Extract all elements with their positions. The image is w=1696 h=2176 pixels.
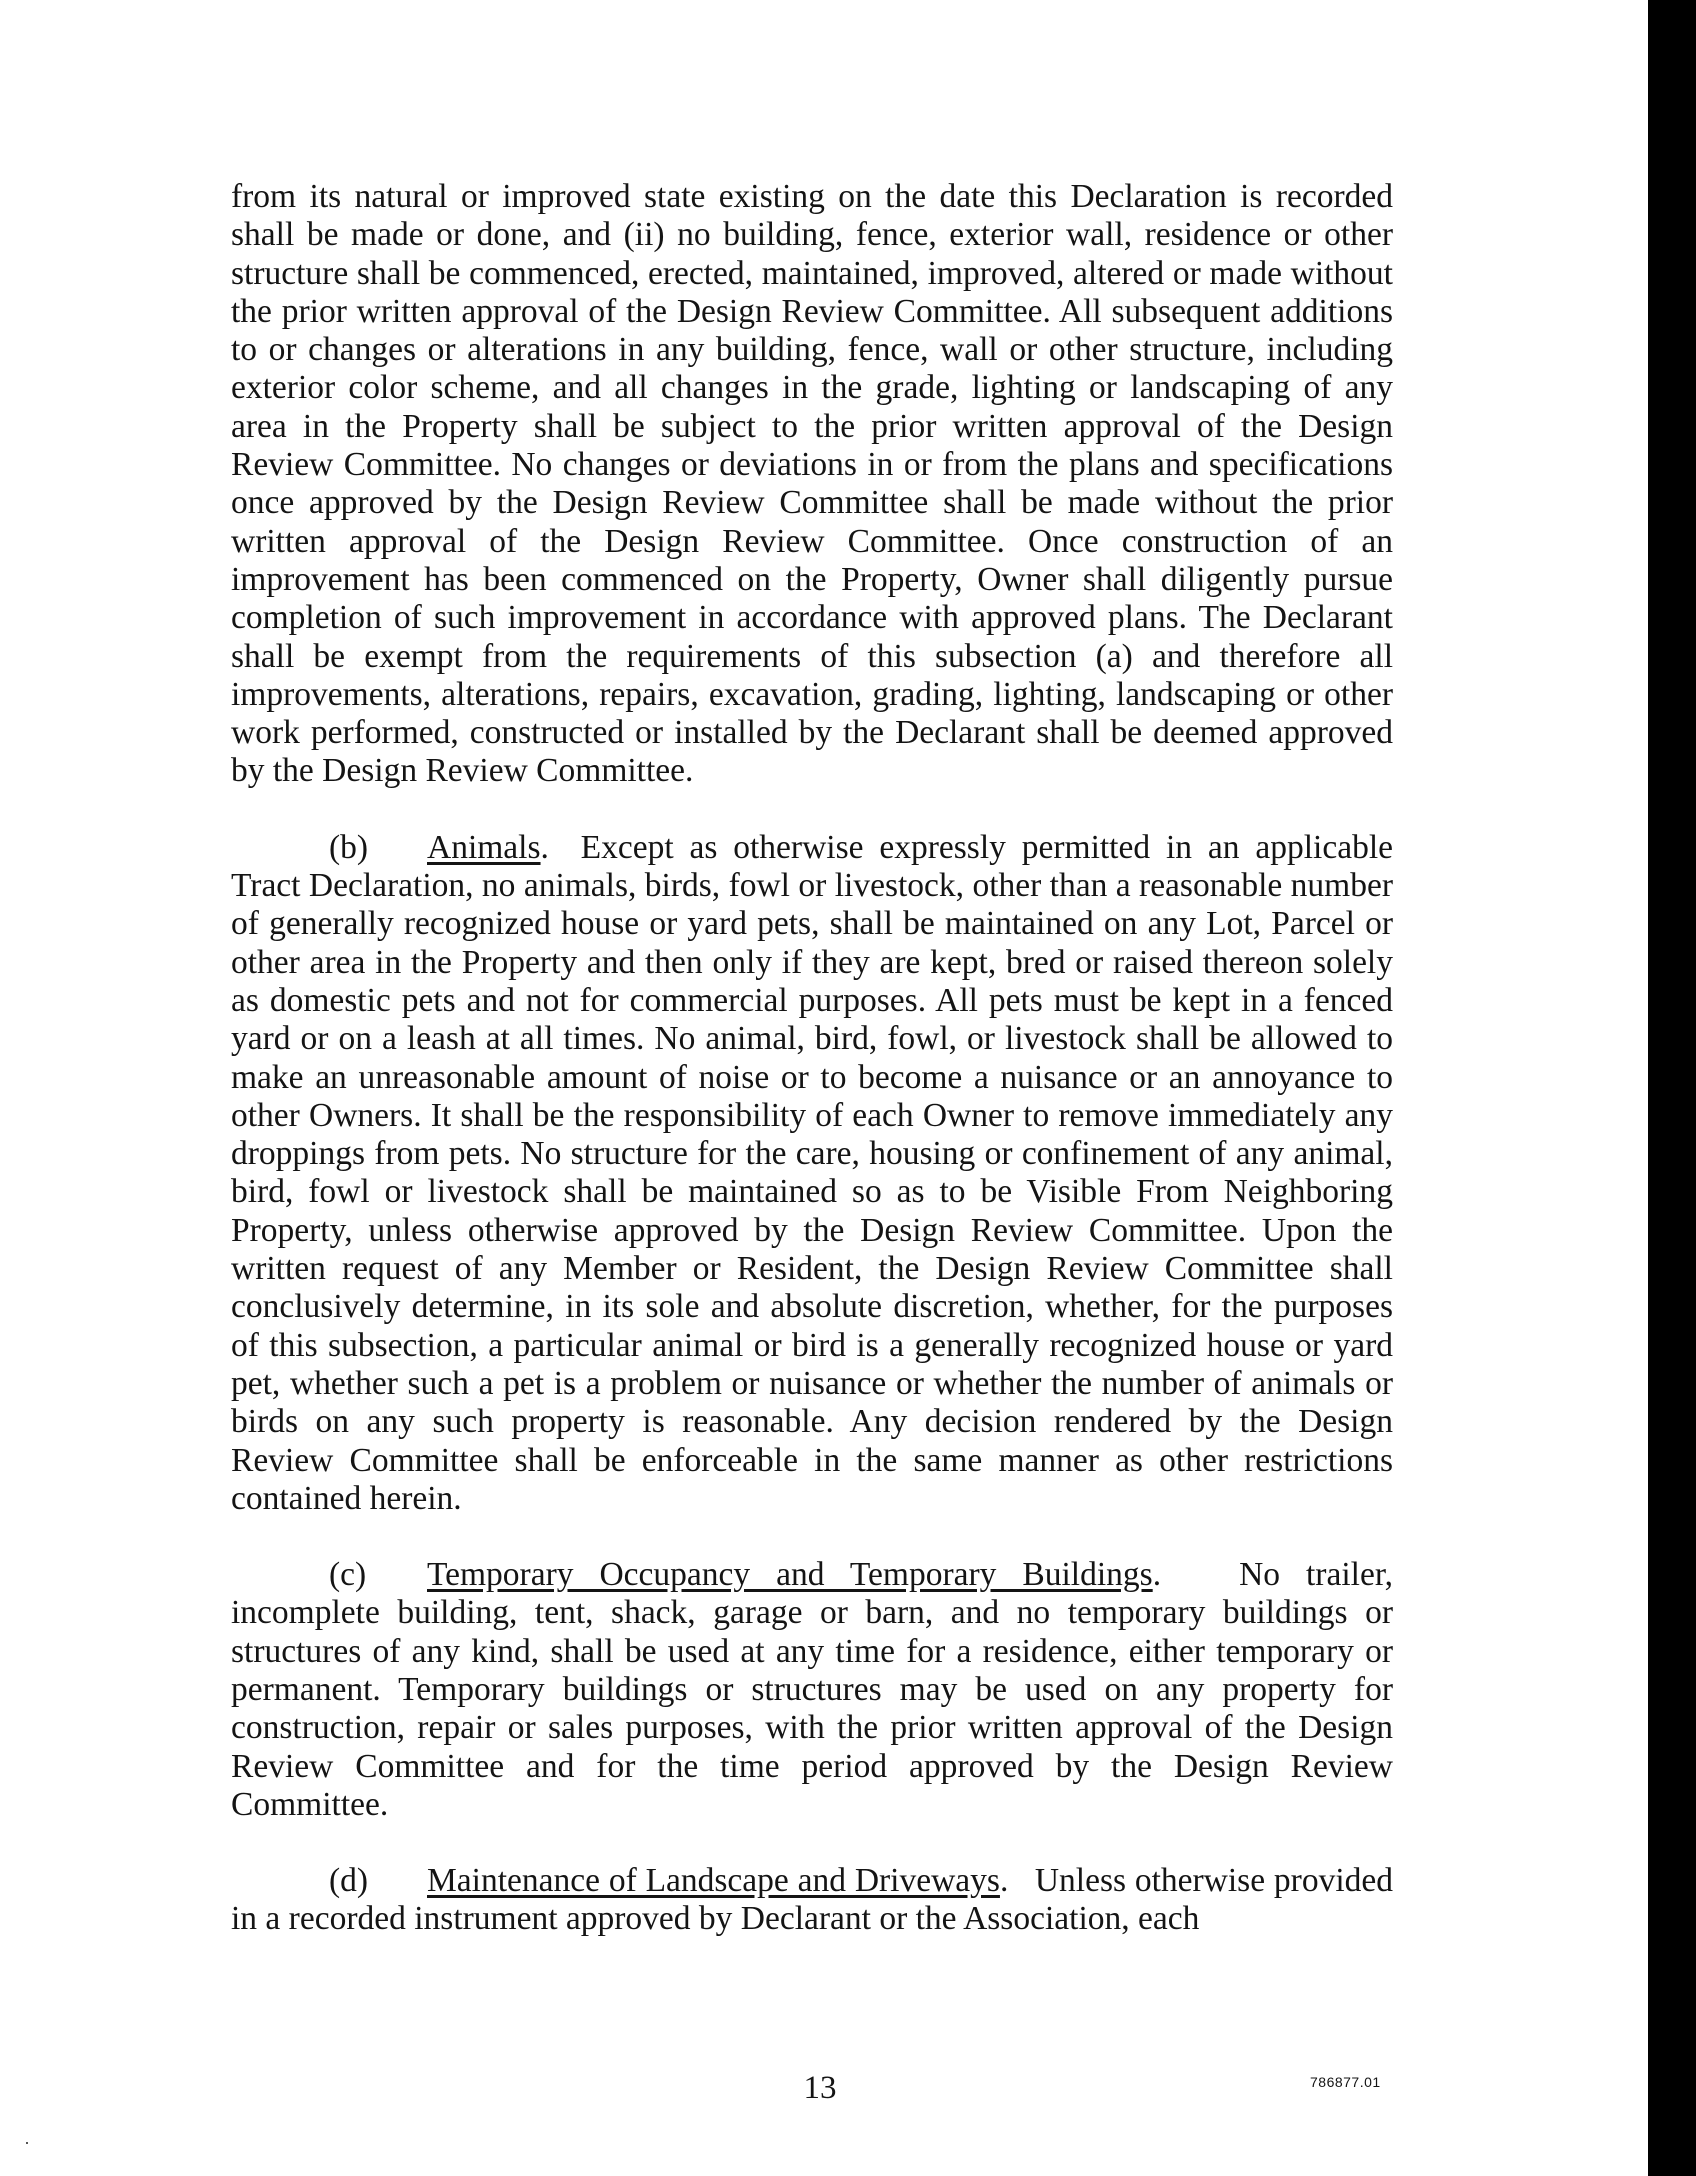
- paragraph-text: from its natural or improved state existing on the date this Declaration is recorded shall be made or done, and (ii) no building, fence, exterior wall, residence or other structure shall be commenced, erected, maintained, improved, altered or made without the prior written approval of the Design Review Committee. All subsequent additions to or changes or alterations in any building, fence, wall or other structure, including exterior color scheme, and all changes in the grade, lighting or landscaping of any area in the Property shall be subject to the prior written approval of the Design Review Committee. No changes or deviations in or from the plans and specifications once approved by the Design Review Committee shall be made without the prior written approval of the Design Review Committee. Once construction of an improvement has been commenced on the Property, Owner shall diligently pursue completion of such improvement in accordance with approved plans. The Declarant shall be exempt from the requirements of this subsection (a) and therefore all improvements, alterations, repairs, excavation, grading, lighting, landscaping or other work performed, constructed or installed by the Declarant shall be deemed approved by the Design Review Committee.: [231, 178, 1393, 790]
- subsection-label: (b): [329, 828, 369, 866]
- paragraph-maintenance: (d) Maintenance of Landscape and Driveways. Unless otherwise provided in a recorded instrument approved by Declarant or the Association, each: [231, 1862, 1394, 1938]
- subsection-heading: Animals: [427, 828, 541, 866]
- paragraph-text: Unless otherwise provided in a recorded instrument approved by Declarant or the Association, each: [231, 1862, 1394, 1938]
- paragraph-continuation: [231, 178, 1393, 791]
- document-number: 786877.01: [1310, 2074, 1381, 2090]
- subsection-label: (d): [329, 1862, 369, 1900]
- subsection-label: (c): [329, 1556, 367, 1594]
- subsection-heading: Maintenance of Landscape and Driveways: [427, 1862, 1000, 1900]
- subsection-heading: Temporary Occupancy and Temporary Buildings: [427, 1556, 1153, 1594]
- document-body: [231, 178, 1393, 1977]
- page-number: 13: [803, 2070, 837, 2106]
- scan-speck: [26, 2142, 28, 2144]
- scan-edge-border: [1648, 0, 1696, 2176]
- paragraph-text: No trailer, incomplete building, tent, shack, garage or barn, and no temporary buildings or structures of any kind, shall be used at any time for a residence, either temporary or permanent. Temporary buildings or structures may be used on any property for construction, repair or sales purposes, with the prior written approval of the Design Review Committee and for the time period approved by the Design Review Committee.: [231, 1556, 1394, 1823]
- paragraph-temporary-occupancy: (c) Temporary Occupancy and Temporary Buildings. No trailer, incomplete building, tent, shack, garage or barn, and no temporary buildings or structures of any kind, shall be used at any time for a residence, either temporary or permanent. Temporary buildings or structures may be used on any property for construction, repair or sales purposes, with the prior written approval of the Design Review Committee and for the time period approved by the Design Review Committee.: [231, 1556, 1394, 1823]
- paragraph-text: Except as otherwise expressly permitted in an applicable Tract Declaration, no animals, birds, fowl or livestock, other than a reasonable number of generally recognized house or yard pets, shall be maintained on any Lot, Parcel or other area in the Property and then only if they are kept, bred or raised thereon solely as domestic pets and not for commercial purposes. All pets must be kept in a fenced yard or on a leash at all times. No animal, bird, fowl, or livestock shall be allowed to make an unreasonable amount of noise or to become a nuisance or an annoyance to other Owners. It shall be the responsibility of each Owner to remove immediately any droppings from pets. No structure for the care, housing or confinement of any animal, bird, fowl or livestock shall be maintained so as to be Visible From Neighboring Property, unless otherwise approved by the Design Review Committee. Upon the written request of any Member or Resident, the Design Review Committee shall conclusively determine, in its sole and absolute discretion, whether, for the purposes of this subsection, a particular animal or bird is a generally recognized house or yard pet, whether such a pet is a problem or nuisance or whether the number of animals or birds on any such property is reasonable. Any decision rendered by the Design Review Committee shall be enforceable in the same manner as other restrictions contained herein.: [231, 828, 1394, 1517]
- paragraph-animals: (b) Animals. Except as otherwise expressly permitted in an applicable Tract Declaration, no animals, birds, fowl or livestock, other than a reasonable number of generally recognized house or yard pets, shall be maintained on any Lot, Parcel or other area in the Property and then only if they are kept, bred or raised thereon solely as domestic pets and not for commercial purposes. All pets must be kept in a fenced yard or on a leash at all times. No animal, bird, fowl, or livestock shall be allowed to make an unreasonable amount of noise or to become a nuisance or an annoyance to other Owners. It shall be the responsibility of each Owner to remove immediately any droppings from pets. No structure for the care, housing or confinement of any animal, bird, fowl or livestock shall be maintained so as to be Visible From Neighboring Property, unless otherwise approved by the Design Review Committee. Upon the written request of any Member or Resident, the Design Review Committee shall conclusively determine, in its sole and absolute discretion, whether, for the purposes of this subsection, a particular animal or bird is a generally recognized house or yard pet, whether such a pet is a problem or nuisance or whether the number of animals or birds on any such property is reasonable. Any decision rendered by the Design Review Committee shall be enforceable in the same manner as other restrictions contained herein.: [231, 828, 1394, 1517]
